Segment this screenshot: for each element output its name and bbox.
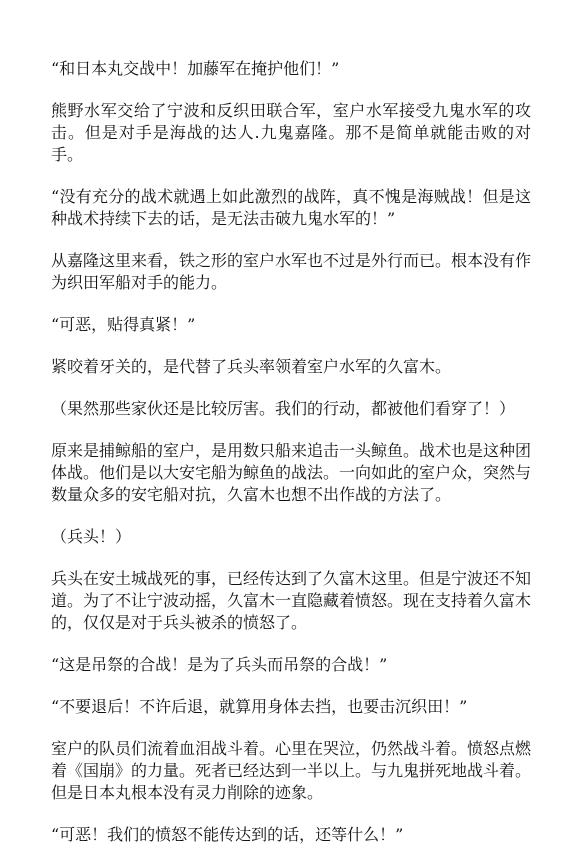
paragraph-6: 紧咬着牙关的，是代替了兵头率领着室户水军的久富木。 <box>51 357 452 376</box>
paragraph-7: （果然那些家伙还是比较厉害。我们的行动，都被他们看穿了！） <box>51 399 516 418</box>
paragraph-12: “不要退后！不许后退，就算用身体去挡，也要击沉织田！” <box>51 697 468 716</box>
document-body <box>51 58 531 866</box>
paragraph-8: 原来是捕鲸船的室户，是用数只船来追击一头鲸鱼。战术也是这种团体战。他们是以大安宅船为鲸鱼的战法。一向如此的室户众，突然与数量众多的安宅船对抗，久富木也想不出作战的方法了。 <box>51 441 532 504</box>
paragraph-11: “这是吊祭的合战！是为了兵头而吊祭的合战！” <box>51 655 388 674</box>
paragraph-14: “可恶！我们的愤怒不能传达到的话，还等什么！” <box>51 825 404 844</box>
paragraph-4: 从嘉隆这里来看，铁之形的室户水军也不过是外行而已。根本没有作为织田军船对手的能力。 <box>51 251 532 292</box>
paragraph-13: 室户的队员们流着血泪战斗着。心里在哭泣，仍然战斗着。愤怒点燃着《国崩》的力量。死者已经达到一半以上。与九鬼拼死地战斗着。但是日本丸根本没有灵力削除的迹象。 <box>51 739 532 802</box>
paragraph-10: 兵头在安土城战死的事，已经传达到了久富木这里。但是宁波还不知道。为了不让宁波动摇，久富木一直隐藏着愤怒。现在支持着久富木的，仅仅是对于兵头被杀的愤怒了。 <box>51 569 532 632</box>
paragraph-9: （兵头！） <box>51 527 132 546</box>
paragraph-1: “和日本丸交战中！加藤军在掩护他们！” <box>51 59 340 78</box>
paragraph-2: 熊野水军交给了宁波和反织田联合军，室户水军接受九鬼水军的攻击。但是对手是海战的达人.九鬼嘉隆。那不是简单就能击败的对手。 <box>51 101 531 164</box>
paragraph-3: “没有充分的战术就遇上如此激烈的战阵，真不愧是海贼战！但是这种战术持续下去的话，是无法击破九鬼水军的！” <box>51 187 531 228</box>
paragraph-5: “可恶，贴得真紧！” <box>51 315 196 334</box>
